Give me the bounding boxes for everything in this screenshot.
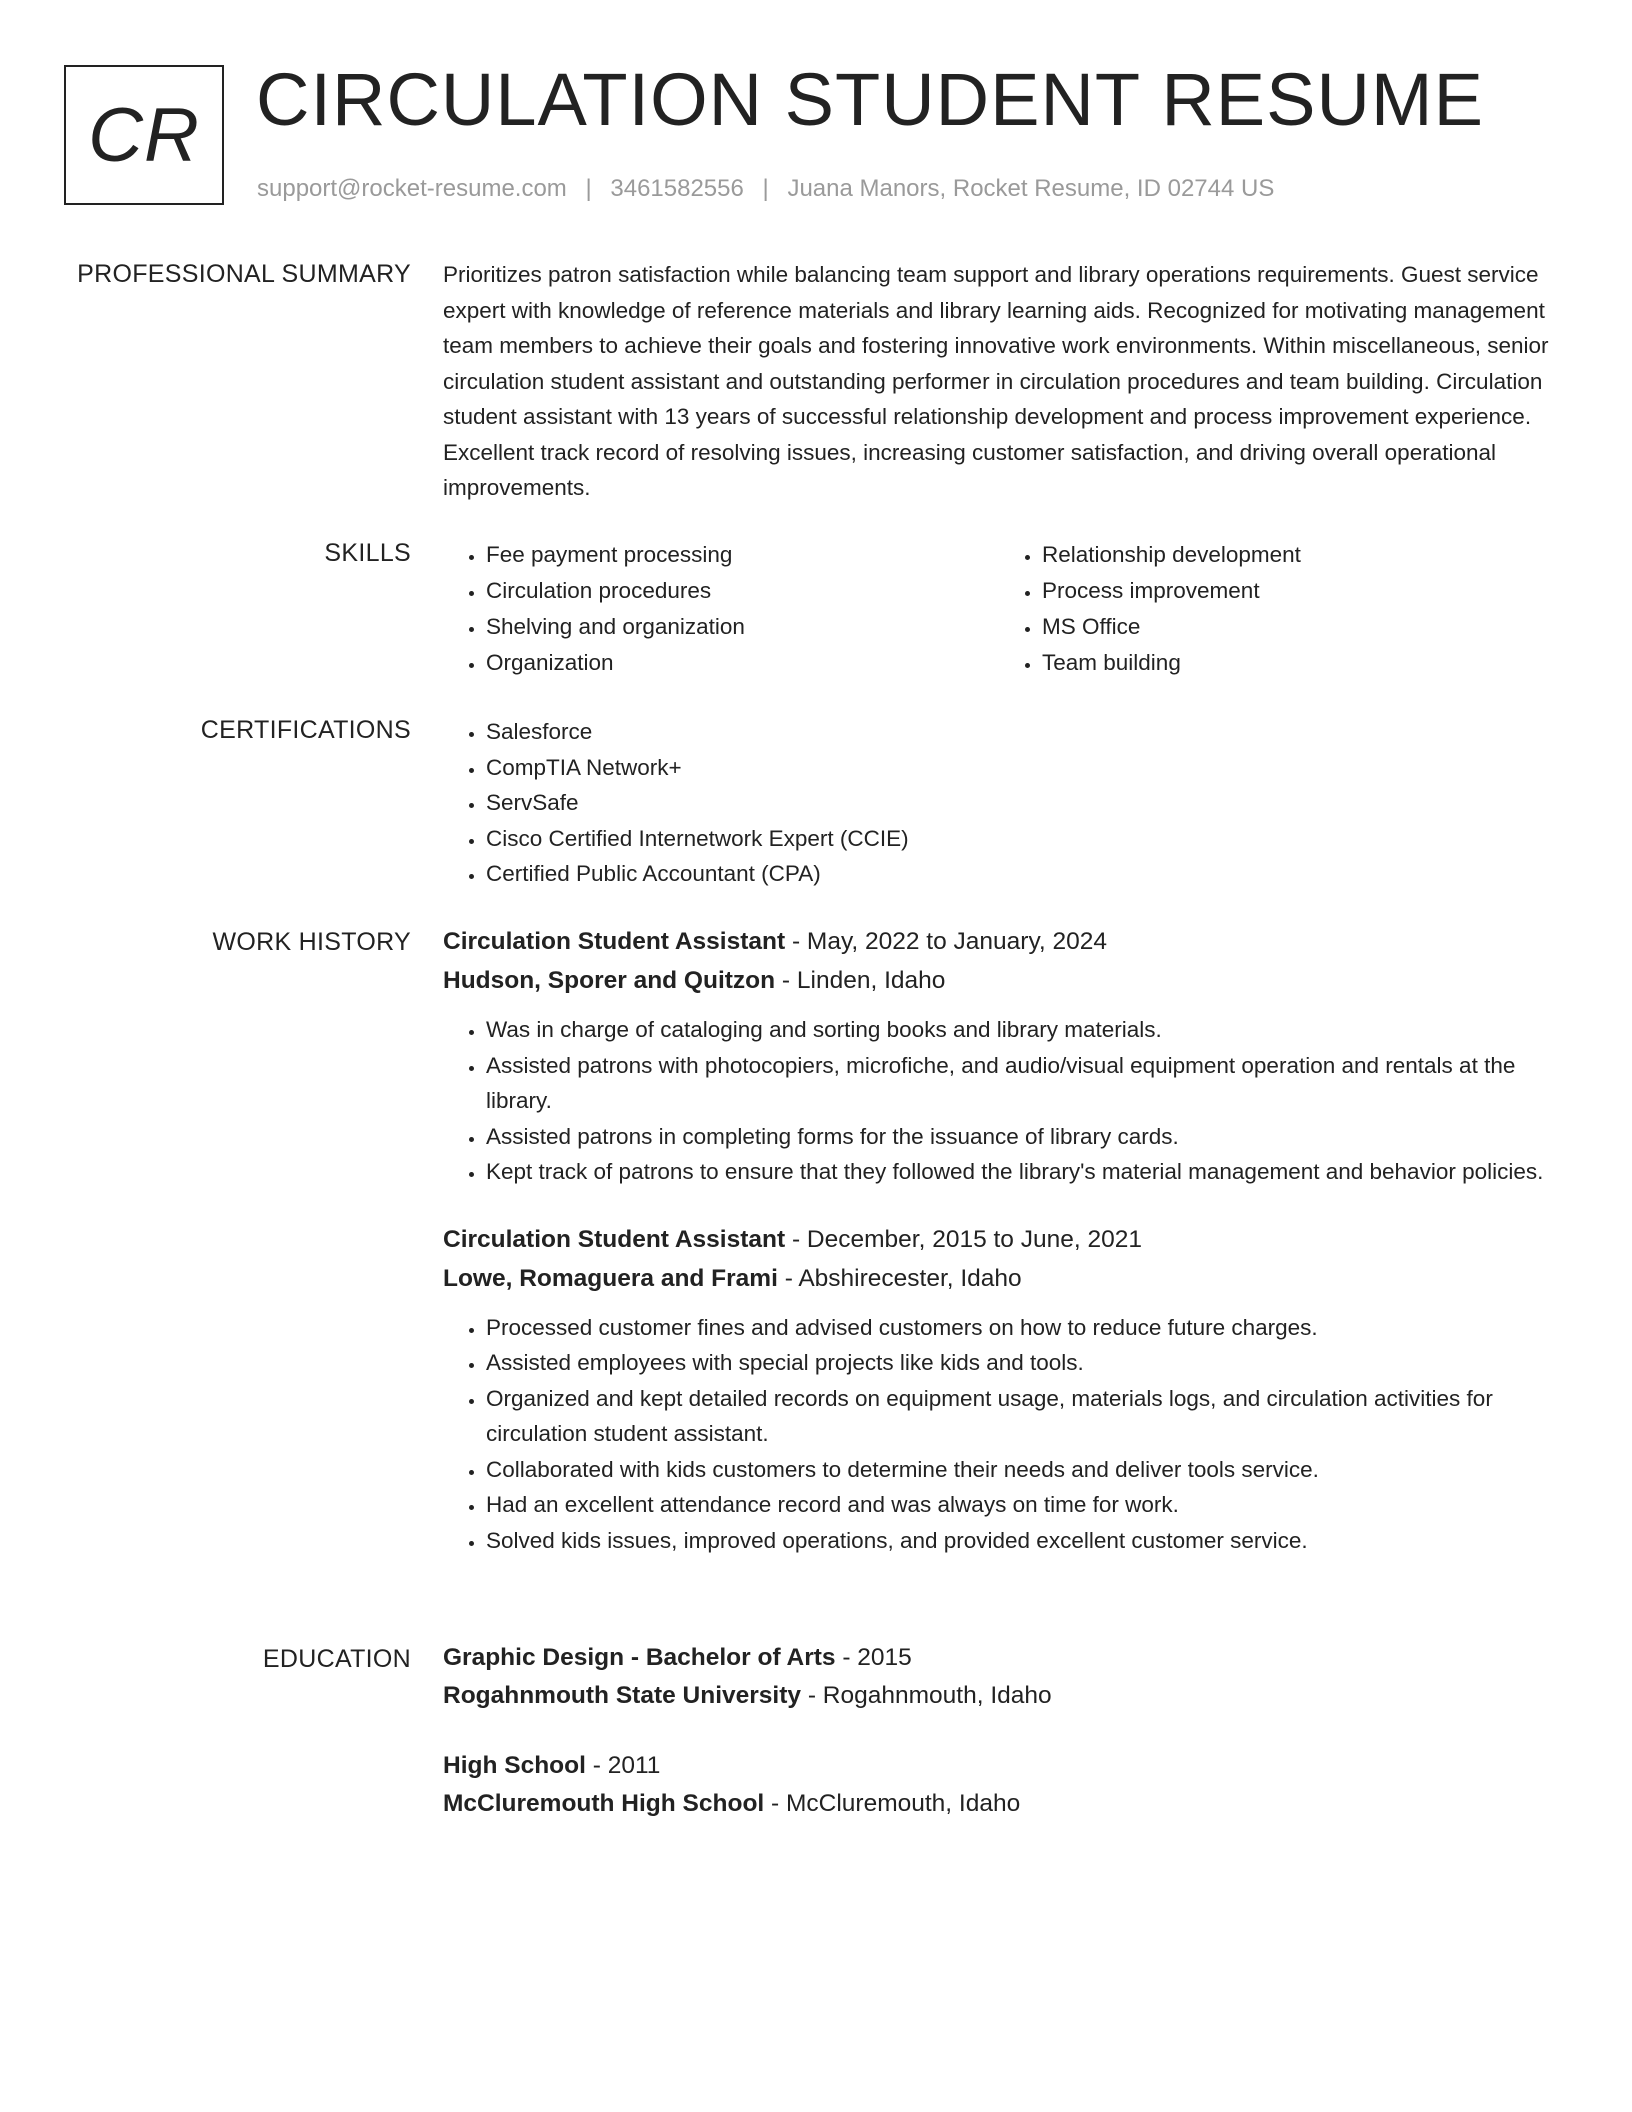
- skills-columns: [443, 537, 1555, 681]
- contact-address: Juana Manors, Rocket Resume, ID 02744 US: [787, 175, 1275, 202]
- education-school: Rogahnmouth State University: [443, 1682, 802, 1709]
- contact-phone[interactable]: 3461582556: [610, 175, 744, 202]
- summary-body: [443, 257, 1555, 506]
- job-dates: - December, 2015 to June, 2021: [785, 1225, 1142, 1253]
- education-entry: [443, 1747, 1555, 1823]
- certification-item: • Certified Public Accountant (CPA): [486, 856, 1555, 892]
- job-entry: [443, 922, 1555, 1190]
- skill-item: • Organization: [486, 645, 999, 681]
- education-entry: [443, 1639, 1555, 1715]
- job-bullet: • Solved kids issues, improved operations, and provided excellent customer service.: [486, 1523, 1555, 1559]
- certification-item: • CompTIA Network+: [486, 750, 1555, 786]
- job-title-line: [443, 1220, 1555, 1260]
- contact-line: [257, 174, 1274, 204]
- work-history-body: [443, 922, 1555, 1558]
- skills-list-right: [999, 537, 1555, 681]
- skill-item: • Team building: [1042, 645, 1555, 681]
- monogram-logo: CR: [64, 65, 224, 205]
- section-heading-education: EDUCATION: [262, 1645, 411, 1673]
- job-company-line: [443, 1260, 1555, 1298]
- resume-title: CIRCULATION STUDENT RESUME: [256, 58, 1484, 141]
- certification-item: • ServSafe: [486, 785, 1555, 821]
- section-heading-skills: SKILLS: [324, 539, 411, 567]
- job-bullet: • Kept track of patrons to ensure that they followed the library's material management and behavior policies.: [486, 1154, 1555, 1190]
- education-year: - 2015: [835, 1644, 912, 1671]
- job-bullet: • Organized and kept detailed records on equipment usage, materials logs, and circulation activities for circulation student assistant.: [486, 1381, 1555, 1452]
- job-entry: [443, 1220, 1555, 1559]
- job-bullet: • Assisted employees with special projects like kids and tools.: [486, 1345, 1555, 1381]
- certifications-list: [443, 714, 1555, 892]
- job-location: - Abshirecester, Idaho: [777, 1264, 1022, 1292]
- job-bullet: • Had an excellent attendance record and was always on time for work.: [486, 1487, 1555, 1523]
- certification-item: • Salesforce: [486, 714, 1555, 750]
- education-school-line: [443, 1785, 1555, 1823]
- skills-body: [443, 537, 1555, 681]
- section-heading-work-history: WORK HISTORY: [212, 928, 411, 956]
- job-company-line: [443, 962, 1555, 1000]
- education-degree: Graphic Design - Bachelor of Arts: [443, 1644, 836, 1671]
- job-bullet: • Was in charge of cataloging and sorting books and library materials.: [486, 1012, 1555, 1048]
- job-location: - Linden, Idaho: [775, 967, 946, 994]
- contact-email[interactable]: support@rocket-resume.com: [257, 175, 567, 202]
- skill-item: • Circulation procedures: [486, 573, 999, 609]
- job-title-line: [443, 922, 1555, 962]
- education-degree-line: [443, 1747, 1555, 1785]
- education-school-line: [443, 1677, 1555, 1715]
- skill-item: • Relationship development: [1042, 537, 1555, 573]
- job-bullet: • Assisted patrons with photocopiers, microfiche, and audio/visual equipment operation and rentals at the library.: [486, 1048, 1555, 1119]
- contact-separator: |: [762, 175, 769, 202]
- job-company: Hudson, Sporer and Quitzon: [443, 967, 776, 994]
- skill-item: • Shelving and organization: [486, 609, 999, 645]
- skill-item: • Fee payment processing: [486, 537, 999, 573]
- summary-text: Prioritizes patron satisfaction while balancing team support and library operations requirements. Guest service expert with knowledge of reference materials and library learning aids. Recognized for motivating management team members to achieve their goals and fostering innovative work environments. Within miscellaneous, senior circulation student assistant and outstanding performer in circulation procedures and team building. Circulation student assistant with 13 years of successful relationship development and process improvement experience. Excellent track record of resolving issues, increasing customer satisfaction, and driving overall operational improvements.: [443, 262, 1549, 500]
- job-dates: - May, 2022 to January, 2024: [785, 928, 1108, 955]
- job-bullets: [443, 1310, 1555, 1559]
- job-title: Circulation Student Assistant: [443, 928, 786, 955]
- job-company: Lowe, Romaguera and Frami: [443, 1264, 778, 1292]
- job-bullet: • Collaborated with kids customers to determine their needs and deliver tools service.: [486, 1452, 1555, 1488]
- education-school: McCluremouth High School: [443, 1790, 765, 1817]
- section-heading-summary: PROFESSIONAL SUMMARY: [77, 260, 411, 288]
- job-bullets: [443, 1012, 1555, 1190]
- section-heading-certifications: CERTIFICATIONS: [200, 716, 411, 744]
- job-bullet: • Assisted patrons in completing forms for the issuance of library cards.: [486, 1119, 1555, 1155]
- job-title: Circulation Student Assistant: [443, 1225, 786, 1253]
- certifications-body: [443, 714, 1555, 892]
- education-year: - 2011: [585, 1752, 661, 1779]
- skills-list-left: [443, 537, 999, 681]
- certification-item: • Cisco Certified Internetwork Expert (CCIE): [486, 821, 1555, 857]
- education-location: - McCluremouth, Idaho: [764, 1790, 1021, 1817]
- job-bullet: • Processed customer fines and advised customers on how to reduce future charges.: [486, 1310, 1555, 1346]
- education-degree: High School: [443, 1752, 586, 1779]
- skill-item: • Process improvement: [1042, 573, 1555, 609]
- education-body: [443, 1639, 1555, 1823]
- education-location: - Rogahnmouth, Idaho: [801, 1682, 1052, 1709]
- skill-item: • MS Office: [1042, 609, 1555, 645]
- education-degree-line: [443, 1639, 1555, 1677]
- contact-separator: |: [585, 175, 592, 202]
